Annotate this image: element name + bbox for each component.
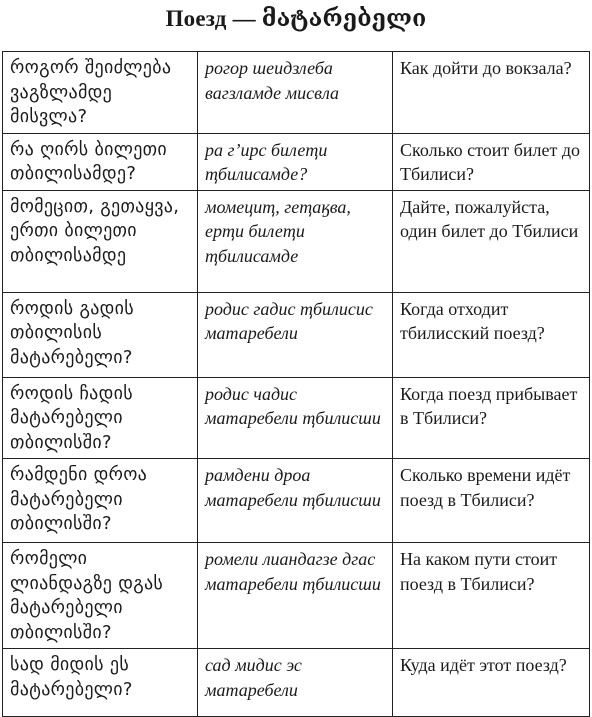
georgian-phrase: რა ღირს ბილეთი თბილისამდე? (3, 133, 198, 190)
table-row (3, 459, 590, 543)
transliteration: рогор шеидзлеба вагзламде мисвла (198, 52, 393, 134)
russian-translation: Куда идёт этот поезд? (393, 649, 590, 717)
russian-translation: Дайте, пожалуйста, один билет до Тбилиси (393, 190, 590, 292)
russian-translation: Когда отходит тбилисский поезд? (393, 292, 590, 377)
table-row (3, 292, 590, 377)
transliteration: ра г’ирс билеҭи ҭбилисамде? (198, 133, 393, 190)
georgian-phrase: როდის ჩადის მატარებელი თბილისში? (3, 377, 198, 459)
phrasebook-table (2, 51, 590, 717)
russian-translation: Как дойти до вокзала? (393, 52, 590, 134)
table-row (3, 649, 590, 717)
russian-translation: Сколько времени идёт поезд в Тбилиси? (393, 459, 590, 543)
table-row (3, 52, 590, 134)
russian-translation: На каком пути стоит поезд в Тбилиси? (393, 543, 590, 649)
table-row (3, 133, 590, 190)
table-row (3, 190, 590, 292)
georgian-phrase: როდის გადის თბილისის მატარებელი? (3, 292, 198, 377)
transliteration: сад мидис эс матаребели (198, 649, 393, 717)
transliteration: момециҭ, геҭаӄва, ерҭи билеҭи ҭбилисамде (198, 190, 393, 292)
transliteration: родис гадис ҭбилисис матаребели (198, 292, 393, 377)
georgian-phrase: რომელი ლიანდაგზე დგას მატარებელი თბილისში? (3, 543, 198, 649)
georgian-phrase: მომეცით, გეთაყვა, ერთი ბილეთი თბილისამდე (3, 190, 198, 292)
georgian-phrase: როგორ შეიძლება ვაგზლამდე მისვლა? (3, 52, 198, 134)
page-title: Поезд — მატარებელი (165, 6, 427, 31)
russian-translation: Сколько стоит билет до Тбилиси? (393, 133, 590, 190)
table-row (3, 377, 590, 459)
georgian-phrase: რამდენი დროა მატარებელი თბილისში? (3, 459, 198, 543)
georgian-phrase: სად მიდის ეს მატარებელი? (3, 649, 198, 717)
transliteration: рамдени дроа матаребели ҭбилисши (198, 459, 393, 543)
transliteration: родис чадис матаребели ҭбилисши (198, 377, 393, 459)
transliteration: ромели лиандагзе дгас матаребели ҭбилисши (198, 543, 393, 649)
russian-translation: Когда поезд прибывает в Тбилиси? (393, 377, 590, 459)
table-row (3, 543, 590, 649)
